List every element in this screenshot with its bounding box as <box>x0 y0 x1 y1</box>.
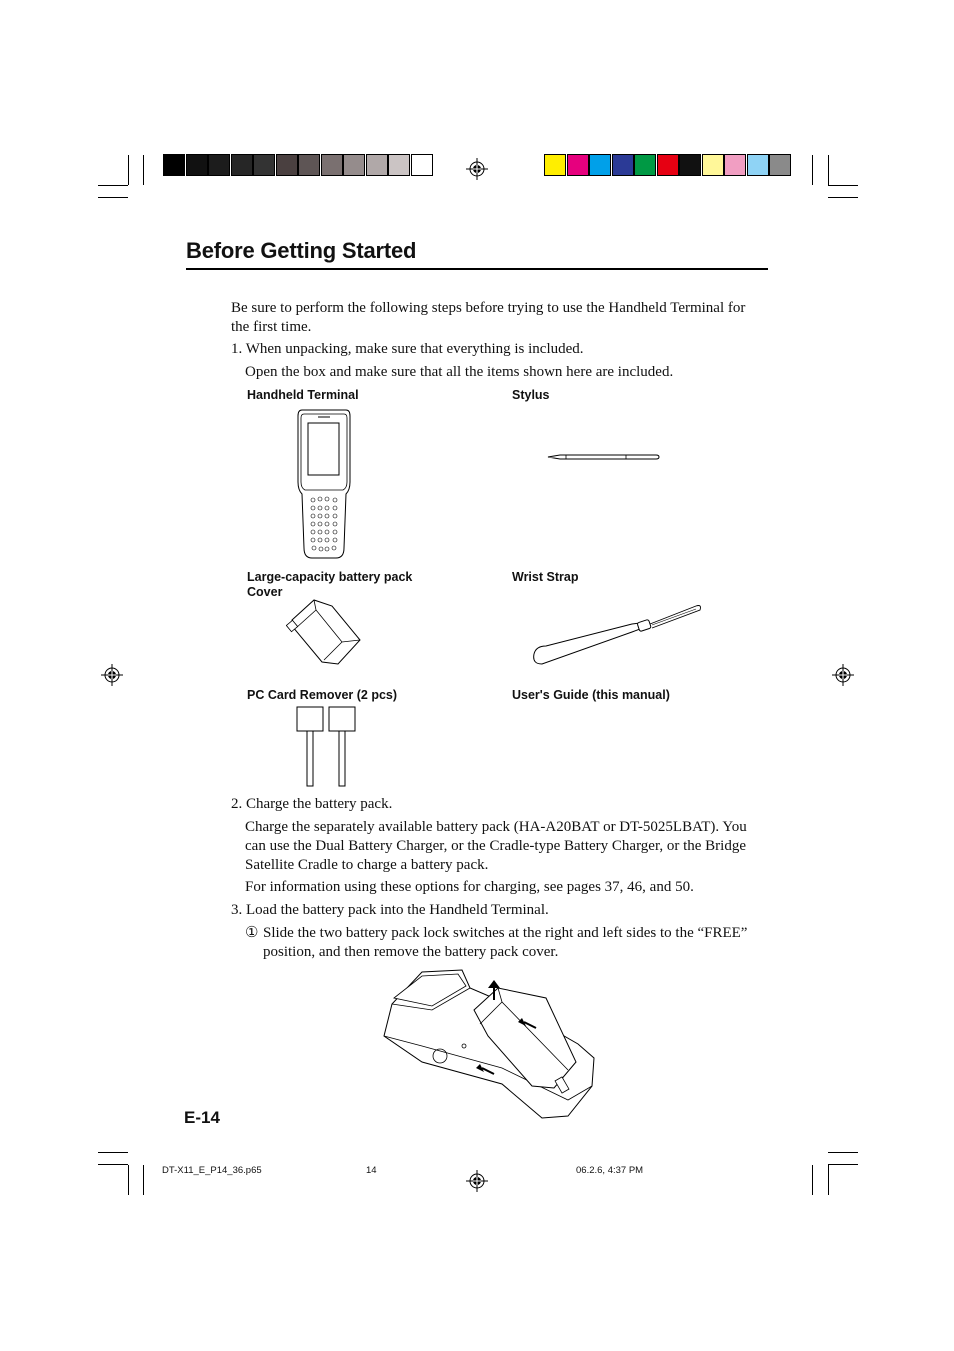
color-swatch <box>702 154 724 176</box>
item-label-stylus: Stylus <box>512 388 550 402</box>
battery-removal-illustration <box>382 966 598 1122</box>
battery-cover-illustration <box>286 596 364 670</box>
title-rule <box>186 268 768 270</box>
stylus-illustration <box>546 450 662 464</box>
registration-mark-left <box>101 664 123 686</box>
color-swatch <box>343 154 365 176</box>
intro-text: Be sure to perform the following steps before trying to use the Handheld Terminal for the first time. <box>231 300 746 335</box>
item-label-battery-cover-1: Large-capacity battery pack <box>247 570 413 584</box>
color-swatch <box>366 154 388 176</box>
color-swatch <box>657 154 679 176</box>
step1-heading: 1. When unpacking, make sure that everything is included. <box>231 341 584 357</box>
page-title: Before Getting Started <box>186 238 417 263</box>
footer-date: 06.2.6, 4:37 PM <box>576 1165 644 1176</box>
color-swatch <box>567 154 589 176</box>
color-swatch <box>208 154 230 176</box>
color-swatch <box>276 154 298 176</box>
footer-filename: DT-X11_E_P14_36.p65 <box>162 1165 262 1176</box>
registration-mark-bottom <box>466 1170 488 1192</box>
pc-card-remover-illustration <box>296 706 356 788</box>
color-swatch <box>253 154 275 176</box>
registration-mark-right <box>832 664 854 686</box>
color-swatch <box>544 154 566 176</box>
step3-heading: 3. Load the battery pack into the Handheld Terminal. <box>231 902 549 918</box>
item-label-wrist-strap: Wrist Strap <box>512 570 579 584</box>
color-swatch <box>634 154 656 176</box>
color-swatch <box>231 154 253 176</box>
color-swatch <box>321 154 343 176</box>
color-swatch <box>724 154 746 176</box>
color-swatch <box>186 154 208 176</box>
color-swatch <box>679 154 701 176</box>
item-label-users-guide: User's Guide (this manual) <box>512 688 670 702</box>
item-label-battery-cover-2: Cover <box>247 585 283 599</box>
color-swatch <box>298 154 320 176</box>
wrist-strap-illustration <box>528 602 704 668</box>
color-swatch <box>612 154 634 176</box>
handheld-terminal-illustration <box>296 408 352 560</box>
step1-text: Open the box and make sure that all the items shown here are included. <box>245 364 674 380</box>
registration-mark-top <box>466 158 488 180</box>
step3-sub-text: Slide the two battery pack lock switches at the right and left sides to the “FREE” position, and then remove the battery pack cover. <box>263 925 748 960</box>
color-swatch <box>769 154 791 176</box>
step2-heading: 2. Charge the battery pack. <box>231 796 393 812</box>
color-swatch <box>388 154 410 176</box>
page-number: E-14 <box>184 1108 220 1127</box>
step2-text1: Charge the separately available battery pack (HA-A20BAT or DT-5025LBAT). You can use the Dual Battery Charger, or the Cradle-type Battery Charger, or the Bridge Satellite Cradle to charge a battery pack. <box>245 819 747 873</box>
item-label-handheld: Handheld Terminal <box>247 388 359 402</box>
color-swatch <box>747 154 769 176</box>
step2-text2: For information using these options for charging, see pages 37, 46, and 50. <box>245 879 694 895</box>
color-swatch <box>163 154 185 176</box>
color-swatch <box>411 154 433 176</box>
step3-sub-marker: ① <box>245 925 259 941</box>
footer-page: 14 <box>366 1165 377 1176</box>
item-label-pc-card-remover: PC Card Remover (2 pcs) <box>247 688 398 702</box>
color-swatch <box>589 154 611 176</box>
